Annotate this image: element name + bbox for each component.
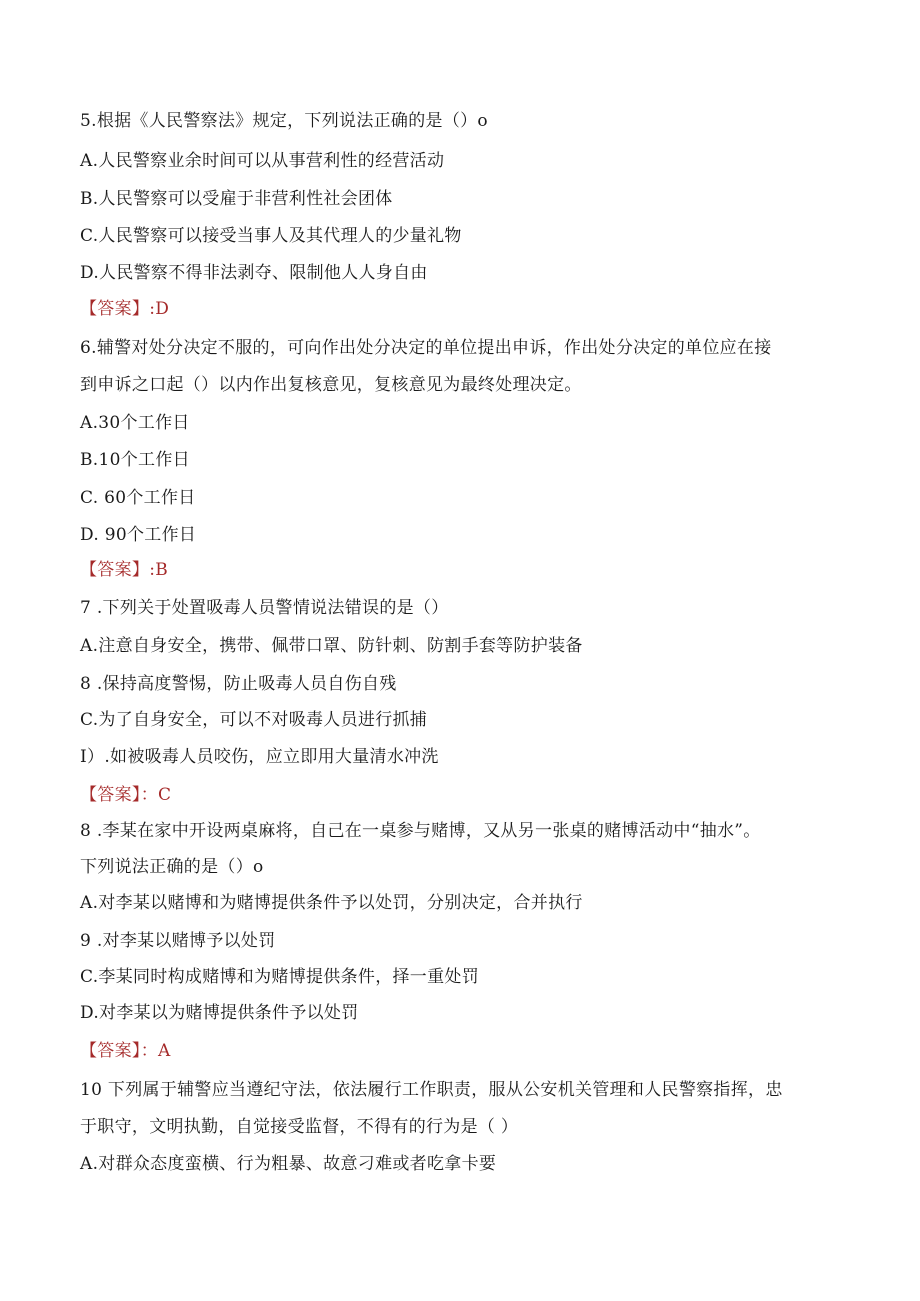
question-5-stem: 5.根据《人民警察法》规定，下列说法正确的是（）o [80, 111, 488, 131]
question-5-option-a: A.人民警察业余时间可以从事营利性的经营活动 [80, 151, 445, 171]
question-7-option-c: C.为了自身安全，可以不对吸毒人员进行抓捕 [80, 710, 428, 730]
question-8-option-c: C.李某同时构成赌博和为赌博提供条件，择一重处罚 [80, 967, 480, 987]
question-5-option-c: C.人民警察可以接受当事人及其代理人的少量礼物 [80, 226, 462, 246]
question-7-option-d: I）.如被吸毒人员咬伤，应立即用大量清水冲洗 [80, 747, 439, 767]
question-8-option-b: 9 .对李某以赌博予以处罚 [80, 931, 276, 951]
question-8-answer: 【答案】：A [80, 1041, 171, 1061]
question-8-stem-line-1: 8 .李某在家中开设两桌麻将，自己在一桌参与赌博，又从另一张桌的赌博活动中“抽水”。 [80, 821, 761, 841]
question-6-answer: 【答案】:B [80, 560, 169, 580]
question-5-option-d: D.人民警察不得非法剥夺、限制他人人身自由 [80, 263, 428, 283]
question-7-answer: 【答案】：C [80, 785, 172, 805]
question-6-option-b: B.10个工作日 [80, 450, 190, 470]
question-8-option-a: A.对李某以赌博和为赌博提供条件予以处罚，分别决定，合并执行 [80, 893, 583, 913]
question-5-answer: 【答案】:D [80, 299, 170, 319]
question-7-option-b: 8 .保持高度警惕，防止吸毒人员自伤自残 [80, 674, 397, 694]
question-8-stem-line-2: 下列说法正确的是（）o [80, 857, 264, 877]
question-8-option-d: D.对李某以为赌博提供条件予以处罚 [80, 1003, 359, 1023]
question-6-option-a: A.30个工作日 [80, 413, 190, 433]
question-6-option-c: C. 60个工作日 [80, 488, 196, 508]
question-5-option-b: B.人民警察可以受雇于非营利性社会团体 [80, 189, 393, 209]
question-10-option-a: A.对群众态度蛮横、行为粗暴、故意刁难或者吃拿卡要 [80, 1154, 497, 1174]
question-6-stem-line-1: 6.辅警对处分决定不服的，可向作出处分决定的单位提出申诉，作出处分决定的单位应在接 [80, 338, 772, 358]
question-6-option-d: D. 90个工作日 [80, 525, 197, 545]
question-10-stem-line-1: 10 下列属于辅警应当遵纪守法，依法履行工作职责，服从公安机关管理和人民警察指挥，忠 [80, 1080, 783, 1100]
question-10-stem-line-2: 于职守，文明执勤，自觉接受监督，不得有的行为是（ ） [80, 1117, 519, 1137]
question-6-stem-line-2: 到申诉之口起（）以内作出复核意见，复核意见为最终处理决定。 [80, 375, 582, 395]
question-7-option-a: A.注意自身安全，携带、佩带口罩、防针刺、防割手套等防护装备 [80, 636, 583, 656]
question-7-stem: 7 .下列关于处置吸毒人员警情说法错误的是（） [80, 598, 449, 618]
